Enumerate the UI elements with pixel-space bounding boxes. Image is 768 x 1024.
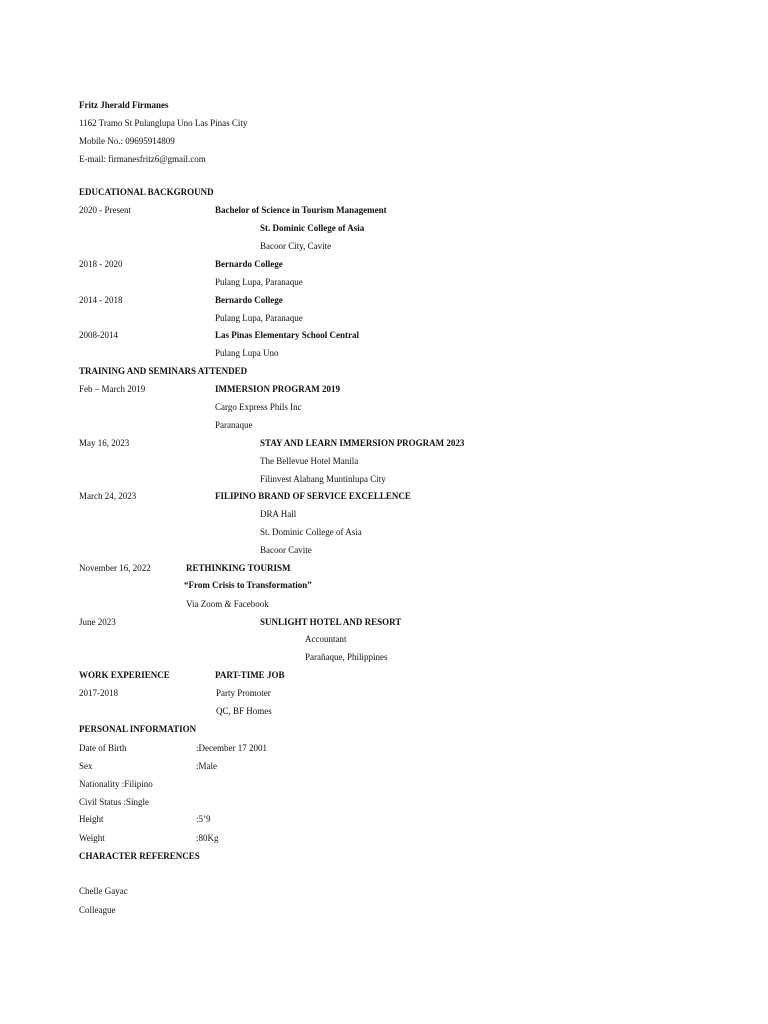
dob-label: Date of Birth [79,743,127,753]
dob-value: :December 17 2001 [196,743,267,753]
reference-relation: Colleague [79,905,116,915]
training-subtitle: “From Crisis to Transformation” [184,580,312,590]
education-period: 2020 - Present [79,205,131,215]
education-title: Las Pinas Elementary School Central [215,330,359,340]
training-date: Feb – March 2019 [79,384,146,394]
education-title: Bachelor of Science in Tourism Management [215,205,387,215]
address: 1162 Tramo St Pulanglupa Uno Las Pinas City [79,118,248,128]
training-detail: Parañaque, Philippines [305,652,388,662]
education-location: Pulang Lupa, Paranaque [215,313,303,323]
personal-heading: PERSONAL INFORMATION [79,724,197,734]
training-heading: TRAINING AND SEMINARS ATTENDED [79,366,248,376]
education-period: 2008-2014 [79,330,118,340]
training-date: June 2023 [79,617,116,627]
work-role: Party Promoter [216,688,271,698]
training-title: RETHINKING TOURISM [186,563,291,573]
email: E-mail: firmanesfritz6@gmail.com [79,154,206,164]
training-detail: The Bellevue Hotel Manila [260,456,359,466]
sex-label: Sex [79,761,93,771]
work-title: PART-TIME JOB [215,670,285,680]
training-detail: Paranaque [215,420,253,430]
education-location: Bacoor City, Cavite [260,241,332,251]
training-detail: Accountant [305,634,347,644]
training-date: March 24, 2023 [79,491,137,501]
training-detail: DRA Hall [260,509,297,519]
weight-value: :80Kg [196,833,219,843]
training-title: SUNLIGHT HOTEL AND RESORT [260,617,402,627]
work-period: 2017-2018 [79,688,118,698]
mobile-number: Mobile No.: 09695914809 [79,136,175,146]
nationality: Nationality :Filipino [79,779,153,789]
education-location: Pulang Lupa, Paranaque [215,277,303,287]
training-detail: Bacoor Cavite [260,545,312,555]
work-location: QC, BF Homes [216,706,272,716]
education-period: 2018 - 2020 [79,259,123,269]
education-heading: EDUCATIONAL BACKGROUND [79,187,214,197]
training-detail: Filinvest Alabang Muntinlupa City [260,474,386,484]
training-title: IMMERSION PROGRAM 2019 [215,384,340,394]
training-detail: St. Dominic College of Asia [260,527,362,537]
training-detail: Via Zoom & Facebook [186,599,269,609]
height-label: Height [79,814,104,824]
education-location: Pulang Lupa Uno [215,348,279,358]
education-title: Bernardo College [215,295,283,305]
training-detail: Cargo Express Phils Inc [215,402,302,412]
education-title: Bernardo College [215,259,283,269]
reference-name: Chelle Gayac [79,886,128,896]
sex-value: :Male [196,761,217,771]
applicant-name: Fritz Jherald Firmanes [79,100,169,110]
training-title: STAY AND LEARN IMMERSION PROGRAM 2023 [260,438,465,448]
weight-label: Weight [79,833,105,843]
civil-status: Civil Status :Single [79,797,150,807]
education-school: St. Dominic College of Asia [260,223,365,233]
references-heading: CHARACTER REFERENCES [79,851,200,861]
training-date: November 16, 2022 [79,563,151,573]
work-heading: WORK EXPERIENCE [79,670,170,680]
education-period: 2014 - 2018 [79,295,123,305]
training-date: May 16, 2023 [79,438,130,448]
training-title: FILIPINO BRAND OF SERVICE EXCELLENCE [215,491,411,501]
height-value: :5’9 [196,814,211,824]
